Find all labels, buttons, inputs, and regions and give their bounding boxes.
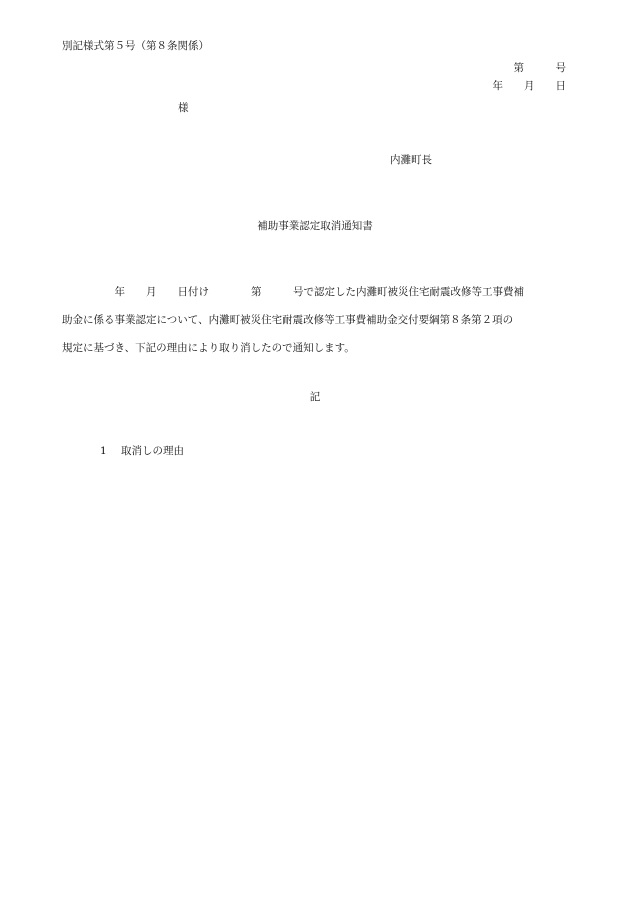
recipient-honorific: 様 [178,102,189,114]
sender-name: 内灘町長 [390,154,432,166]
item-label: 取消しの理由 [121,445,185,457]
item-number: 1 [100,445,107,457]
date-line: 年 月 日 [492,80,566,92]
body-line-2: 助金に係る事業認定について、内灘町被災住宅耐震改修等工事費補助金交付要綱第８条第２項の [62,314,514,326]
body-line-1: 年 月 日付け 第 号で認定した内灘町被災住宅耐震改修等工事費補 [62,286,524,298]
list-item [100,444,184,458]
document-title: 補助事業認定取消通知書 [257,220,373,232]
ki-heading: 記 [309,391,321,403]
body-line-3: 規定に基づき、下記の理由により取り消したので通知します。 [62,342,355,354]
form-label: 別記様式第５号（第８条関係） [62,40,209,52]
document-number-line: 第 号 [513,62,566,74]
